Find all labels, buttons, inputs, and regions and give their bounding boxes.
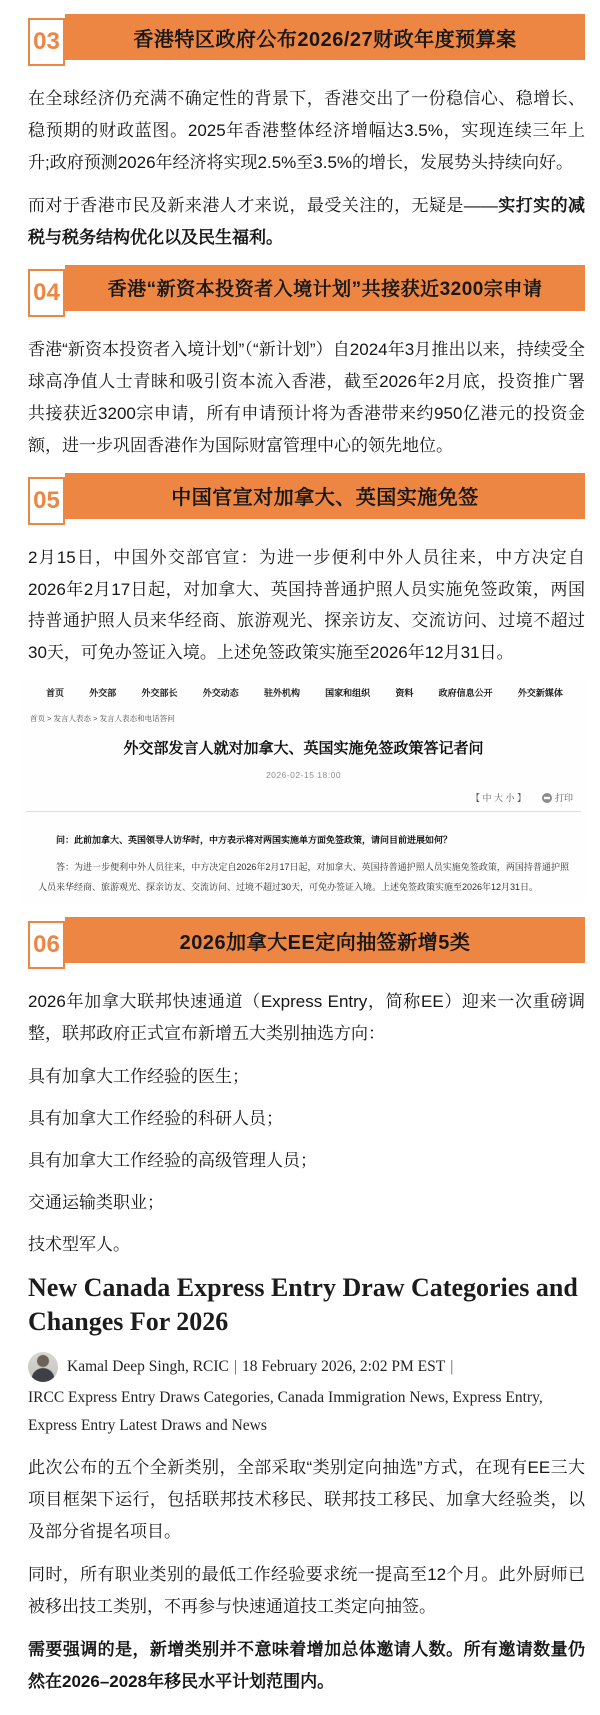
mfa-question-answer xyxy=(22,812,585,899)
english-article-heading: New Canada Express Entry Draw Categories and Changes For 2026 xyxy=(28,1272,578,1336)
section-hk-budget xyxy=(28,14,585,254)
mfa-nav-item: 外交新媒体 xyxy=(517,688,563,699)
print-button xyxy=(542,791,573,804)
paragraph-bold-text: 实打实的减税与税务结构优化以及民生福利。 xyxy=(28,195,586,247)
list-item: 具有加拿大工作经验的高级管理人员； xyxy=(28,1150,317,1170)
mfa-article-title: 外交部发言人就对加拿大、英国实施免签政策答记者问 xyxy=(123,740,484,758)
paragraph: 此次公布的五个全新类别，全部采取“类别定向抽选”方式，在现有EE三大项目框架下运行，包括联邦技术移民、联邦技工移民、加拿大经验类，以及部分省提名项目。 xyxy=(28,1458,585,1542)
mfa-nav-item: 驻外机构 xyxy=(263,688,300,699)
section-title-bar xyxy=(65,473,585,519)
section-canada-ee-draws xyxy=(28,917,585,1698)
paragraph: 同时，所有职业类别的最低工作经验要求统一提高至12个月。此外厨师已被移出技工类别，不再参与快速通道技工类定向抽签。 xyxy=(28,1565,585,1617)
article-datetime: 18 February 2026, 2:02 PM EST xyxy=(241,1358,446,1376)
mfa-nav-item: 政府信息公开 xyxy=(438,688,493,699)
paragraph: 香港“新资本投资者入境计划”（“新计划”）自2024年3月推出以来，持续受全球高净值人士青睐和吸引资本流入香港，截至2026年2月底，投资推广署共接获近3200宗申请，所有申请预计将为香港带来约950亿港元的投资金额，进一步巩固香港作为国际财富管理中心的领先地位。 xyxy=(28,339,585,455)
print-label: 打印 xyxy=(554,793,573,804)
mfa-nav-item: 外交部长 xyxy=(141,688,178,699)
font-size-controls: 【 中 大 小 】 xyxy=(470,793,526,804)
section-header xyxy=(28,265,585,317)
section-title: 2026加拿大EE定向抽签新增5类 xyxy=(179,931,471,954)
mfa-breadcrumb: 首页 > 发言人表态 > 发言人表态和电话答问 xyxy=(30,714,175,724)
paragraph: 在全球经济仍充满不确定性的背景下，香港交出了一份稳信心、稳增长、稳预期的财政蓝图。2025年香港整体经济增幅达3.5%，实现连续三年上升;政府预测2026年经济将实现2.5%至3.5%的增长，发展势头持续向好。 xyxy=(28,89,585,172)
paragraph xyxy=(28,190,585,254)
mfa-toolbar xyxy=(22,791,585,804)
print-icon xyxy=(542,793,552,803)
author-avatar xyxy=(28,1352,58,1382)
mfa-nav-item: 资料 xyxy=(395,688,414,699)
question-paragraph: 问：此前加拿大、英国领导人访华时，中方表示将对两国实施单方面免签政策，请问目前进展如何？ xyxy=(56,835,453,846)
mfa-nav-item: 国家和组织 xyxy=(325,688,371,699)
mfa-nav-item: 外交部 xyxy=(89,688,117,699)
section-header xyxy=(28,917,585,969)
paragraph-emphasis: 需要强调的是，新增类别并不意味着增加总体邀请人数。所有邀请数量仍然在2026–2028年移民水平计划范围内。 xyxy=(28,1639,585,1691)
mfa-nav-bar xyxy=(22,680,585,701)
section-number: 05 xyxy=(28,477,65,525)
section-number: 03 xyxy=(28,18,65,66)
answer-paragraph: 答：为进一步便利中外人员往来，中方决定自2026年2月17日起，对加拿大、英国持普通护照人员实施免签政策，两国持普通护照人员来华经商、旅游观光、探亲访友、交流访问、过境不超过30天，可免办签证入境。上述免签政策实施至2026年12月31日。 xyxy=(38,862,569,892)
author-line xyxy=(28,1352,585,1382)
byline-text xyxy=(67,1353,458,1381)
article-tags: IRCC Express Entry Draws Categories, Canada Immigration News, Express Entry, Express Entry Latest Draws and News xyxy=(28,1389,543,1435)
section-title: 香港特区政府公布2026/27财政年度预算案 xyxy=(133,28,517,51)
section-title: 中国官宣对加拿大、英国实施免签 xyxy=(171,487,479,510)
section-title-bar xyxy=(65,265,585,311)
section-header xyxy=(28,473,585,525)
list-item: 交通运输类职业； xyxy=(28,1192,164,1212)
section-title-bar xyxy=(65,14,585,60)
list-item: 具有加拿大工作经验的科研人员； xyxy=(28,1109,283,1129)
section-number: 06 xyxy=(28,921,65,969)
section-number: 04 xyxy=(28,269,65,317)
paragraph: 2月15日，中国外交部官宣：为进一步便利中外人员往来，中方决定自2026年2月17日起，对加拿大、英国持普通护照人员实施免签政策，两国持普通护照人员来华经商、旅游观光、探亲访友、交流访问、过境不超过30天，可免办签证入境。上述免签政策实施至2026年12月31日。 xyxy=(28,547,585,663)
section-title-bar xyxy=(65,917,585,963)
paragraph-text: 而对于香港市民及新来港人才来说，最受关注的，无疑是—— xyxy=(28,195,498,215)
mfa-website-screenshot xyxy=(22,680,585,903)
mfa-article-date: 2026-02-15 18:00 xyxy=(265,770,342,781)
section-header xyxy=(28,14,585,66)
section-china-visa-free xyxy=(28,473,585,904)
paragraph: 2026年加拿大联邦快速通道（Express Entry，简称EE）迎来一次重磅调整，联邦政府正式宣布新增五大类别抽选方向： xyxy=(28,992,585,1044)
section-title: 香港“新资本投资者入境计划”共接获近3200宗申请 xyxy=(107,279,543,301)
mfa-nav-item: 外交动态 xyxy=(202,688,239,699)
list-item: 技术型军人。 xyxy=(28,1234,130,1254)
list-item: 具有加拿大工作经验的医生； xyxy=(28,1067,249,1087)
article-byline xyxy=(28,1352,585,1440)
section-hk-investor-scheme xyxy=(28,265,585,462)
mfa-nav-item: 首页 xyxy=(46,688,65,699)
separator: | xyxy=(450,1358,454,1376)
separator: | xyxy=(233,1358,237,1376)
author-name: Kamal Deep Singh, RCIC xyxy=(67,1358,229,1376)
